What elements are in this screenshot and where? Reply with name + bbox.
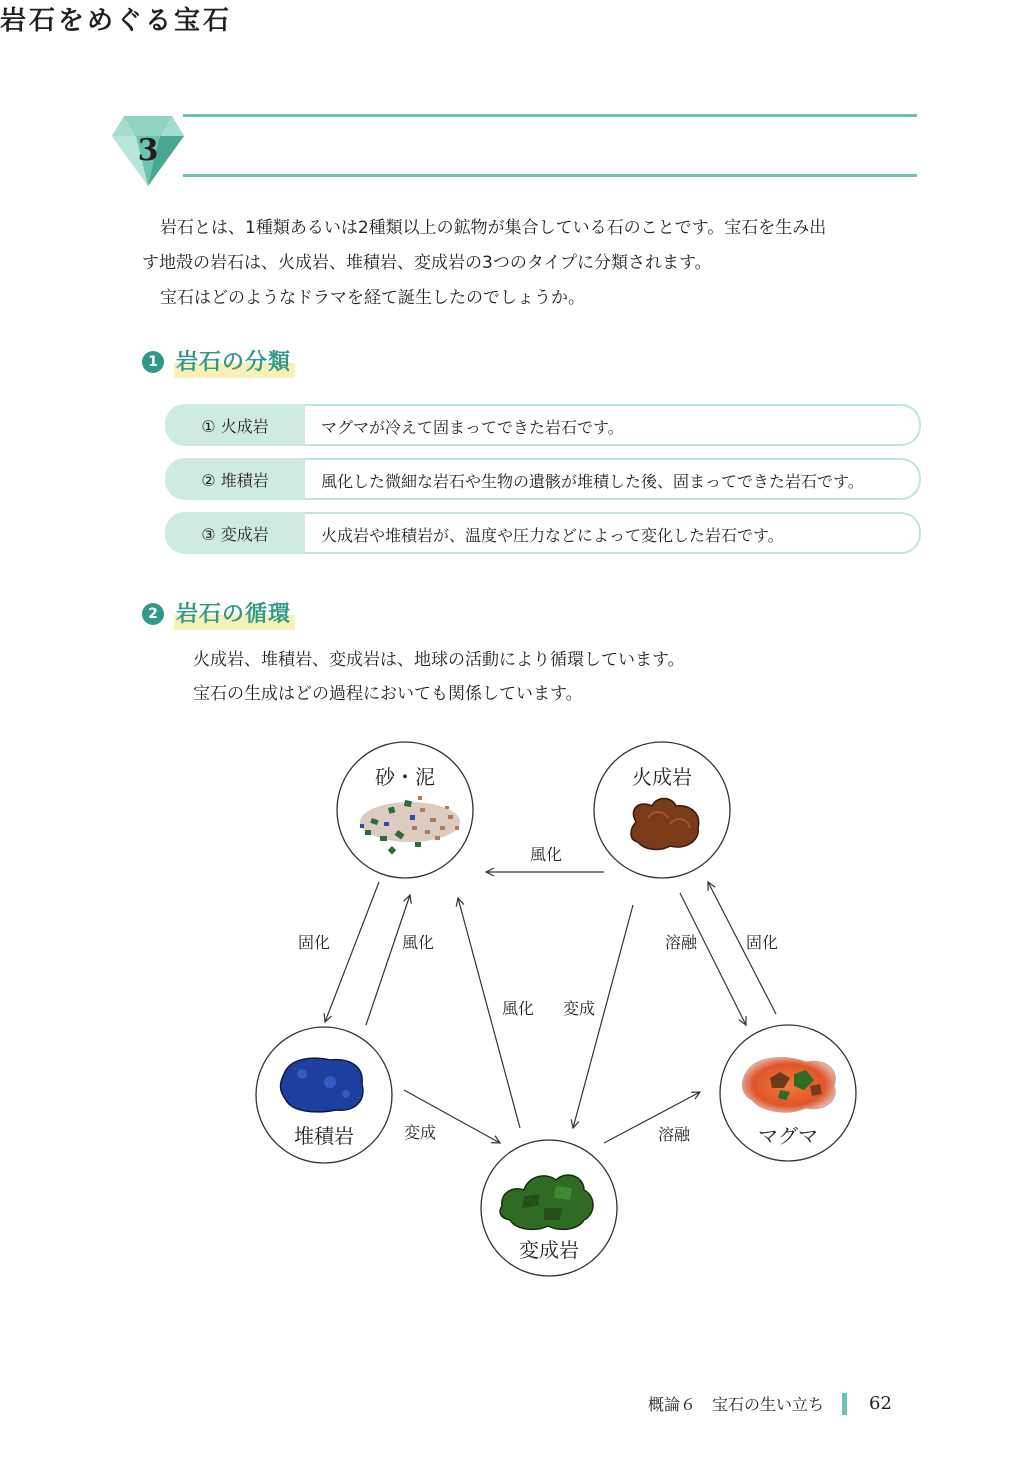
intro-line-1: 岩石とは、1種類あるいは2種類以上の鉱物が集合している石のことです。宝石を生み出 (160, 218, 827, 238)
intro-line-3: 宝石はどのようなドラマを経て誕生したのでしょうか。 (160, 288, 585, 308)
arrow-label-solidification: 固化 (297, 933, 331, 952)
classification-tag: ① 火成岩 (165, 404, 305, 446)
arrow-sand-to-sedimentary (325, 882, 379, 1022)
chapter-number: 3 (137, 133, 159, 168)
footer-divider (842, 1393, 847, 1415)
section-1-title: 岩石の分類 (174, 345, 295, 378)
node-label-magma: マグマ (758, 1124, 818, 1148)
arrow-label-metamorphism: 変成 (562, 999, 596, 1018)
section-1-number: 1 (142, 351, 164, 373)
sedimentary-rock-illustration (281, 1058, 363, 1112)
footer-chapter-label: 概論６ (648, 1395, 697, 1414)
page-footer (648, 1392, 892, 1415)
node-label-sedimentary: 堆積岩 (294, 1124, 354, 1148)
arrow-label-melting: 溶融 (657, 1125, 691, 1144)
classification-desc: マグマが冷えて固まってできた岩石です。 (321, 418, 624, 437)
classification-tag: ② 堆積岩 (165, 458, 305, 500)
arrow-sedimentary-to-sand (366, 895, 410, 1025)
intro-line-2: す地殻の岩石は、火成岩、堆積岩、変成岩の3つのタイプに分類されます。 (142, 253, 712, 273)
footer-chapter-title: 宝石の生い立ち (712, 1395, 825, 1414)
classification-desc: 風化した微細な岩石や生物の遺骸が堆積した後、固まってできた岩石です。 (321, 472, 864, 491)
arrow-igneous-to-magma (680, 893, 746, 1025)
section-2-line-1: 火成岩、堆積岩、変成岩は、地球の活動により循環しています。 (193, 650, 685, 670)
page-number: 62 (869, 1393, 892, 1414)
classification-tag: ③ 変成岩 (165, 512, 305, 554)
section-2-line-2: 宝石の生成はどの過程においても関係しています。 (193, 684, 583, 704)
arrow-label-solidification: 固化 (745, 933, 779, 952)
classification-desc: 火成岩や堆積岩が、温度や圧力などによって変化した岩石です。 (321, 526, 784, 545)
magma-illustration (742, 1058, 835, 1113)
node-label-igneous: 火成岩 (632, 765, 692, 789)
arrow-label-weathering: 風化 (501, 999, 535, 1018)
arrow-label-metamorphism: 変成 (403, 1123, 437, 1142)
section-2-number: 2 (142, 603, 164, 625)
arrow-label-melting: 溶融 (664, 933, 698, 952)
node-label-sand-mud: 砂・泥 (375, 765, 435, 789)
arrow-label-weathering: 風化 (401, 933, 435, 952)
node-label-metamorphic: 変成岩 (519, 1238, 579, 1262)
chapter-title: 岩石をめぐる宝石 (0, 6, 233, 36)
section-2-title: 岩石の循環 (174, 597, 295, 630)
arrow-label-weathering: 風化 (529, 845, 563, 864)
